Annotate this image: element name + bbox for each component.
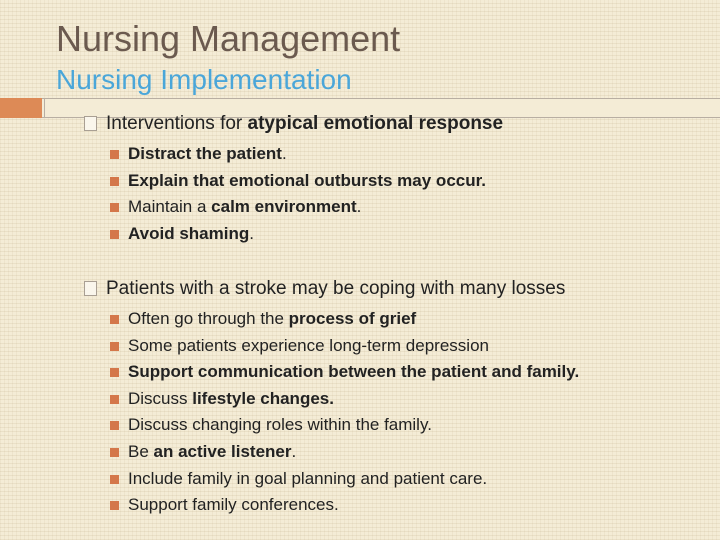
- list-item: Discuss changing roles within the family.: [84, 412, 579, 439]
- square-bullet-icon: [110, 203, 119, 212]
- square-bullet-icon: [110, 421, 119, 430]
- divider-tick: [44, 98, 45, 118]
- section-heading: [84, 278, 579, 300]
- list-item: Avoid shaming.: [84, 221, 503, 248]
- slide-subtitle: Nursing Implementation: [56, 64, 352, 95]
- square-bullet-icon: [110, 315, 119, 324]
- square-bullet-icon: [110, 177, 119, 186]
- list-item: Often go through the process of grief: [84, 306, 579, 333]
- list-item: Explain that emotional outbursts may occur.: [84, 168, 503, 195]
- list-item: Distract the patient.: [84, 141, 503, 168]
- losses-list: [84, 306, 579, 519]
- square-bullet-icon: [110, 150, 119, 159]
- accent-block: [0, 98, 42, 118]
- list-item: Discuss lifestyle changes.: [84, 386, 579, 413]
- square-bullet-icon: [110, 342, 119, 351]
- list-item: Support communication between the patient and family.: [84, 359, 579, 386]
- section-losses: [84, 278, 579, 519]
- square-bullet-icon: [110, 230, 119, 239]
- hollow-bullet-icon: [84, 281, 97, 296]
- list-item: Some patients experience long-term depression: [84, 333, 579, 360]
- heading-emphasis: atypical emotional response: [247, 113, 504, 134]
- square-bullet-icon: [110, 448, 119, 457]
- square-bullet-icon: [110, 475, 119, 484]
- heading-text: Interventions for: [106, 113, 248, 134]
- interventions-list: [84, 141, 503, 247]
- list-item: Include family in goal planning and patient care.: [84, 466, 579, 493]
- section-interventions: [84, 113, 503, 247]
- heading-text: Patients with a stroke may be coping with many losses: [106, 278, 566, 299]
- square-bullet-icon: [110, 368, 119, 377]
- hollow-bullet-icon: [84, 116, 97, 131]
- section-heading: [84, 113, 503, 135]
- square-bullet-icon: [110, 395, 119, 404]
- list-item: Be an active listener.: [84, 439, 579, 466]
- list-item: Maintain a calm environment.: [84, 194, 503, 221]
- slide-title: Nursing Management: [56, 18, 401, 59]
- square-bullet-icon: [110, 501, 119, 510]
- list-item: Support family conferences.: [84, 492, 579, 519]
